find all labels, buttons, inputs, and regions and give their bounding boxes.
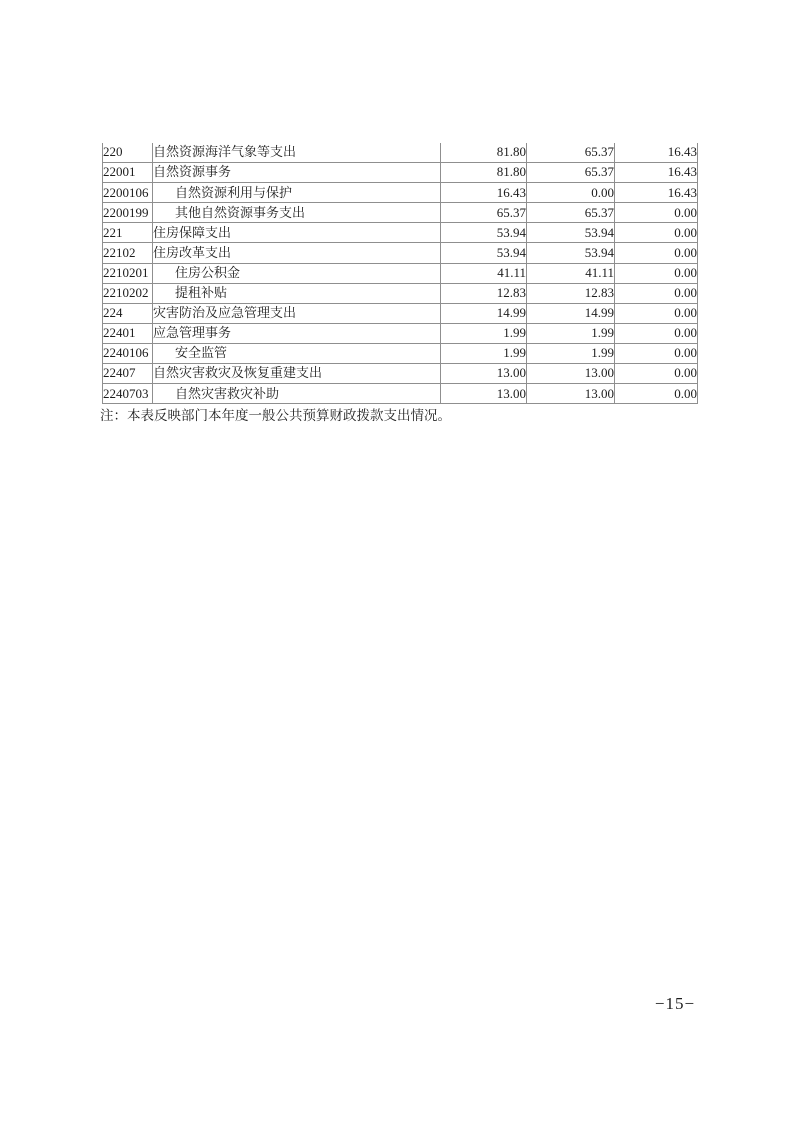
subject-code-cell: 2200199 — [103, 203, 153, 223]
value-basic-cell: 0.00 — [527, 183, 615, 203]
table-row — [103, 303, 698, 323]
value-basic-cell: 14.99 — [527, 303, 615, 323]
subject-name-cell: 安全监管 — [153, 343, 441, 363]
value-project-cell: 16.43 — [615, 143, 698, 163]
subject-code-cell: 22102 — [103, 243, 153, 263]
table-note: 注：本表反映部门本年度一般公共预算财政拨款支出情况。 — [100, 408, 451, 423]
value-project-cell: 0.00 — [615, 263, 698, 283]
budget-table — [102, 143, 698, 404]
value-basic-cell: 53.94 — [527, 243, 615, 263]
value-project-cell: 0.00 — [615, 223, 698, 243]
value-total-cell: 41.11 — [441, 263, 527, 283]
value-project-cell: 0.00 — [615, 364, 698, 384]
subject-name-cell: 灾害防治及应急管理支出 — [153, 303, 441, 323]
table-row — [103, 343, 698, 363]
subject-code-cell: 2210202 — [103, 283, 153, 303]
value-basic-cell: 12.83 — [527, 283, 615, 303]
subject-code-cell: 220 — [103, 143, 153, 163]
value-total-cell: 81.80 — [441, 143, 527, 163]
subject-name-cell: 自然资源利用与保护 — [153, 183, 441, 203]
budget-table-body — [103, 143, 698, 404]
subject-name-cell: 自然灾害救灾及恢复重建支出 — [153, 364, 441, 384]
table-row — [103, 183, 698, 203]
value-basic-cell: 65.37 — [527, 203, 615, 223]
subject-code-cell: 2240703 — [103, 384, 153, 404]
table-row — [103, 143, 698, 163]
value-total-cell: 1.99 — [441, 323, 527, 343]
subject-code-cell: 2210201 — [103, 263, 153, 283]
value-project-cell: 0.00 — [615, 303, 698, 323]
value-project-cell: 0.00 — [615, 384, 698, 404]
value-project-cell: 0.00 — [615, 283, 698, 303]
subject-name-cell: 自然资源事务 — [153, 163, 441, 183]
value-project-cell: 0.00 — [615, 203, 698, 223]
table-row — [103, 283, 698, 303]
subject-code-cell: 22407 — [103, 364, 153, 384]
subject-code-cell: 2240106 — [103, 343, 153, 363]
value-total-cell: 13.00 — [441, 384, 527, 404]
value-project-cell: 16.43 — [615, 183, 698, 203]
subject-code-cell: 2200106 — [103, 183, 153, 203]
table-row — [103, 223, 698, 243]
subject-code-cell: 22401 — [103, 323, 153, 343]
value-total-cell: 14.99 — [441, 303, 527, 323]
value-basic-cell: 13.00 — [527, 384, 615, 404]
page-number: −15− — [654, 994, 696, 1013]
value-basic-cell: 41.11 — [527, 263, 615, 283]
subject-code-cell: 224 — [103, 303, 153, 323]
value-total-cell: 53.94 — [441, 243, 527, 263]
value-project-cell: 0.00 — [615, 323, 698, 343]
subject-name-cell: 其他自然资源事务支出 — [153, 203, 441, 223]
subject-name-cell: 提租补贴 — [153, 283, 441, 303]
table-row — [103, 364, 698, 384]
value-total-cell: 81.80 — [441, 163, 527, 183]
value-total-cell: 13.00 — [441, 364, 527, 384]
value-basic-cell: 1.99 — [527, 343, 615, 363]
value-basic-cell: 53.94 — [527, 223, 615, 243]
value-basic-cell: 65.37 — [527, 163, 615, 183]
table-row — [103, 163, 698, 183]
value-total-cell: 53.94 — [441, 223, 527, 243]
subject-code-cell: 22001 — [103, 163, 153, 183]
value-total-cell: 1.99 — [441, 343, 527, 363]
value-total-cell: 65.37 — [441, 203, 527, 223]
table-row — [103, 263, 698, 283]
value-project-cell: 0.00 — [615, 243, 698, 263]
table-row — [103, 384, 698, 404]
table-row — [103, 243, 698, 263]
subject-name-cell: 住房保障支出 — [153, 223, 441, 243]
subject-code-cell: 221 — [103, 223, 153, 243]
table-row — [103, 323, 698, 343]
value-total-cell: 16.43 — [441, 183, 527, 203]
value-total-cell: 12.83 — [441, 283, 527, 303]
value-basic-cell: 65.37 — [527, 143, 615, 163]
subject-name-cell: 住房改革支出 — [153, 243, 441, 263]
table-row — [103, 203, 698, 223]
subject-name-cell: 住房公积金 — [153, 263, 441, 283]
subject-name-cell: 应急管理事务 — [153, 323, 441, 343]
value-basic-cell: 13.00 — [527, 364, 615, 384]
subject-name-cell: 自然资源海洋气象等支出 — [153, 143, 441, 163]
value-project-cell: 0.00 — [615, 343, 698, 363]
subject-name-cell: 自然灾害救灾补助 — [153, 384, 441, 404]
value-project-cell: 16.43 — [615, 163, 698, 183]
value-basic-cell: 1.99 — [527, 323, 615, 343]
